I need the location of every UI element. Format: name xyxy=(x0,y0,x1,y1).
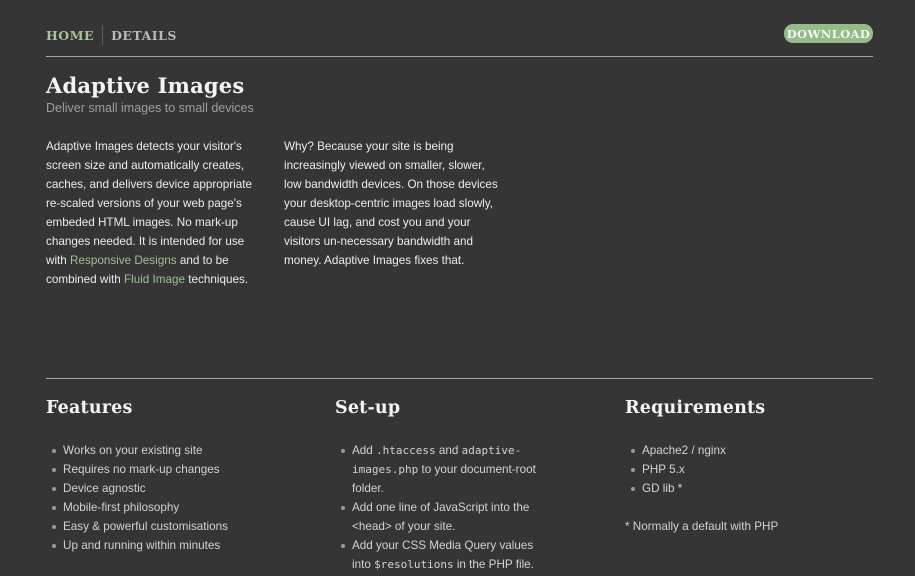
download-button[interactable]: DOWNLOAD xyxy=(784,24,873,43)
requirements-note: * Normally a default with PHP xyxy=(625,520,779,533)
intro-left-text-2: and to be combined with xyxy=(46,254,229,286)
list-item: GD lib * xyxy=(625,479,865,498)
requirements-list xyxy=(625,441,865,498)
intro-left-text-3: techniques. xyxy=(185,273,249,286)
list-item: Device agnostic xyxy=(46,479,296,498)
setup-item3-text-b: in the PHP file. xyxy=(453,558,534,571)
features-heading: Features xyxy=(46,398,133,418)
setup-item3-text-a: Add your CSS Media Query values into xyxy=(352,539,534,571)
list-item: Add one line of JavaScript into the <head> of your site. xyxy=(335,498,555,536)
list-item: Mobile-first philosophy xyxy=(46,498,296,517)
resolutions-code: $resolutions xyxy=(374,558,454,571)
list-item: Works on your existing site xyxy=(46,441,296,460)
fluid-image-link[interactable]: Fluid Image xyxy=(123,273,186,286)
list-item xyxy=(335,536,555,574)
header-divider xyxy=(46,56,873,57)
nav-home-link[interactable]: HOME xyxy=(46,27,95,43)
page-subtitle: Deliver small images to small devices xyxy=(46,101,254,115)
requirements-heading: Requirements xyxy=(625,398,766,418)
htaccess-code: .htaccess xyxy=(376,444,436,457)
page-title: Adaptive Images xyxy=(46,73,245,98)
nav-divider xyxy=(102,25,103,45)
top-nav xyxy=(46,25,177,45)
setup-heading: Set-up xyxy=(335,398,401,418)
setup-item1-text-b: and xyxy=(435,444,462,457)
intro-left-text-1: Adaptive Images detects your visitor's screen size and automatically creates, caches, and delivers device appropriate re-scaled versions of your web page's embeded HTML images. No mark-up changes needed. It is intended for use with xyxy=(46,140,252,267)
list-item: Easy & powerful customisations xyxy=(46,517,296,536)
list-item: Apache2 / nginx xyxy=(625,441,865,460)
setup-list xyxy=(335,441,555,574)
list-item xyxy=(335,441,555,498)
features-list xyxy=(46,441,296,555)
intro-paragraph-right: Why? Because your site is being increasingly viewed on smaller, slower, low bandwidth devices. On those devices your desktop-centric images load slowly, cause UI lag, and cost you and your visitors un-necessary bandwidth and money. Adaptive Images fixes that. xyxy=(284,140,498,267)
section-divider xyxy=(46,378,873,379)
setup-item1-text-c: to your document-root folder. xyxy=(352,463,536,495)
list-item: PHP 5.x xyxy=(625,460,865,479)
list-item: Requires no mark-up changes xyxy=(46,460,296,479)
setup-item1-text-a: Add xyxy=(352,444,377,457)
adaptive-images-php-code: adaptive-images.php xyxy=(352,444,522,476)
nav-details-link[interactable]: DETAILS xyxy=(111,27,177,43)
list-item: Up and running within minutes xyxy=(46,536,296,555)
responsive-designs-link[interactable]: Responsive Designs xyxy=(70,254,177,267)
intro-paragraph-left xyxy=(46,137,256,289)
